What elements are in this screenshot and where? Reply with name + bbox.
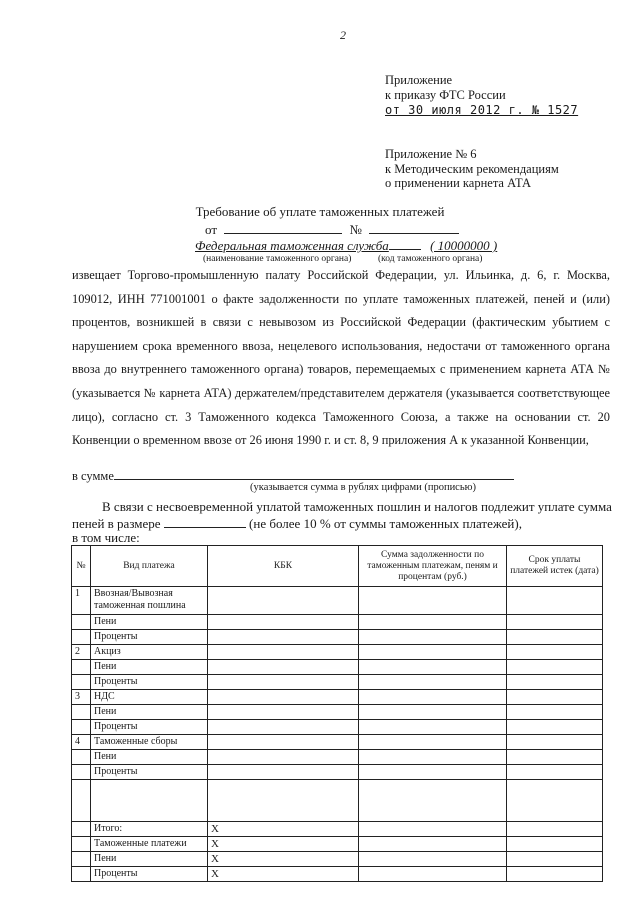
document-title: Требование об уплате таможенных платежей xyxy=(195,204,445,219)
table-cell-date xyxy=(507,822,603,837)
order-date-number: от 30 июля 2012 г. № 1527 xyxy=(385,103,579,117)
table-row xyxy=(72,587,603,615)
table-row xyxy=(72,852,603,867)
table-cell-label: Акциз xyxy=(91,645,208,660)
table-cell-num xyxy=(72,765,91,780)
table-row xyxy=(72,765,603,780)
table-cell-label: Пени xyxy=(91,705,208,720)
header-due-date: Срок уплаты платежей истек (дата) xyxy=(507,546,603,587)
table-cell-cbc xyxy=(208,660,359,675)
table-cell-date xyxy=(507,852,603,867)
table-row xyxy=(72,630,603,645)
table-cell-cbc: X xyxy=(208,837,359,852)
table-cell-date xyxy=(507,720,603,735)
header-payment-type: Вид платежа xyxy=(91,546,208,587)
table-cell-date xyxy=(507,735,603,750)
table-cell-date xyxy=(507,660,603,675)
table-cell-label: Итого: xyxy=(91,822,208,837)
table-cell-num xyxy=(72,852,91,867)
table-cell-label: Проценты xyxy=(91,630,208,645)
date-blank xyxy=(224,221,342,234)
table-cell-cbc xyxy=(208,705,359,720)
table-cell-num: 2 xyxy=(72,645,91,660)
table-cell-date xyxy=(507,837,603,852)
table-cell-num xyxy=(72,675,91,690)
table-cell-cbc xyxy=(208,675,359,690)
table-cell-num xyxy=(72,705,91,720)
table-row xyxy=(72,675,603,690)
table-cell-date xyxy=(507,615,603,630)
table-cell-date xyxy=(507,750,603,765)
table-cell-num xyxy=(72,750,91,765)
penalty-blank xyxy=(164,515,246,528)
table-cell-label: Таможенные сборы xyxy=(91,735,208,750)
header-cbc: КБК xyxy=(208,546,359,587)
table-row xyxy=(72,645,603,660)
table-cell-label: Проценты xyxy=(91,720,208,735)
customs-organ-line xyxy=(195,237,497,254)
main-paragraph: извещает Торгово-промышленную палату Российской Федерации, ул. Ильинка, д. 6, г. Москва, 109012, ИНН 771001001 о факте задолженности по уплате таможенных платежей, пеней и (или) процентов, возникшей в связи с невывозом из Российской Федерации (фактическим убытием с нарушением срока временного ввоза, нецелевого использования, недостачи от таможенного органа ввоза до внутреннего таможенного органа) товаров, перемещаемых с применением карнета АТА № (указывается № карнета АТА) держателем/представителем держателя (указывается соответствующее лицо), согласно ст. 3 Таможенного кодекса Таможенного Союза, а также на основании ст. 20 Конвенции о временном ввозе от 26 июня 1990 г. и ст. 8, 9 приложения А к указанной Конвенции, xyxy=(72,268,610,448)
appendix6-line2: к Методическим рекомендациям xyxy=(385,161,559,176)
number-label: № xyxy=(349,222,362,237)
table-cell-sum xyxy=(359,765,507,780)
table-cell-num xyxy=(72,822,91,837)
penalty-paragraph xyxy=(72,500,612,546)
table-cell-cbc xyxy=(208,735,359,750)
penalty-text-3: в том числе: xyxy=(72,530,140,545)
table-cell-label: Пени xyxy=(91,615,208,630)
appendix-line2: к приказу ФТС России xyxy=(385,88,506,102)
table-cell-label: Проценты xyxy=(91,867,208,882)
appendix6-block xyxy=(385,147,559,191)
table-row xyxy=(72,735,603,750)
table-cell-cbc: X xyxy=(208,867,359,882)
table-cell-label: Ввозная/Вывозная таможенная пошлина xyxy=(91,587,208,615)
table-cell-cbc xyxy=(208,720,359,735)
table-cell-sum xyxy=(359,822,507,837)
table-cell-label: Проценты xyxy=(91,765,208,780)
table-cell-num xyxy=(72,867,91,882)
table-cell-cbc xyxy=(208,750,359,765)
table-cell-num xyxy=(72,720,91,735)
table-cell-date xyxy=(507,867,603,882)
table-cell-cbc xyxy=(208,615,359,630)
table-cell-sum xyxy=(359,615,507,630)
table-cell-label: Пени xyxy=(91,660,208,675)
table-cell-sum xyxy=(359,690,507,705)
appendix-line1: Приложение xyxy=(385,73,453,87)
table-cell-date xyxy=(507,630,603,645)
table-cell-sum xyxy=(359,780,507,822)
table-cell-num xyxy=(72,660,91,675)
number-blank xyxy=(369,221,459,234)
table-row xyxy=(72,780,603,822)
table-cell-label: Пени xyxy=(91,750,208,765)
table-cell-sum xyxy=(359,675,507,690)
appendix6-line1: Приложение № 6 xyxy=(385,147,477,161)
table-cell-num: 1 xyxy=(72,587,91,615)
table-row xyxy=(72,720,603,735)
from-label: от xyxy=(205,222,218,237)
table-cell-sum xyxy=(359,645,507,660)
table-cell-cbc xyxy=(208,630,359,645)
table-cell-label: НДС xyxy=(91,690,208,705)
table-cell-num xyxy=(72,837,91,852)
table-row xyxy=(72,690,603,705)
table-cell-label: Таможенные платежи xyxy=(91,837,208,852)
table-cell-label: Пени xyxy=(91,852,208,867)
table-cell-date xyxy=(507,675,603,690)
table-row xyxy=(72,660,603,675)
header-debt-sum: Сумма задолженности по таможенным платежам, пеням и процентам (руб.) xyxy=(359,546,507,587)
table-cell-date xyxy=(507,705,603,720)
table-cell-cbc xyxy=(208,645,359,660)
table-cell-num xyxy=(72,780,91,822)
table-cell-sum xyxy=(359,750,507,765)
table-cell-sum xyxy=(359,852,507,867)
appendix6-line3: о применении карнета АТА xyxy=(385,176,532,190)
table-cell-sum xyxy=(359,630,507,645)
organ-name: Федеральная таможенная служба xyxy=(195,238,389,253)
table-cell-cbc xyxy=(208,690,359,705)
penalty-text-2: пеней в размере (не более 10 % от суммы таможенных платежей), xyxy=(72,515,522,531)
table-row xyxy=(72,705,603,720)
table-cell-label: Проценты xyxy=(91,675,208,690)
organ-code: ( 10000000 ) xyxy=(430,238,498,253)
table-cell-sum xyxy=(359,660,507,675)
table-row xyxy=(72,867,603,882)
table-row xyxy=(72,837,603,852)
table-header-row xyxy=(72,546,603,587)
table-row xyxy=(72,750,603,765)
page-number: 2 xyxy=(340,28,346,42)
appendix-block xyxy=(385,73,578,118)
table-cell-date xyxy=(507,690,603,705)
table-row xyxy=(72,822,603,837)
organ-code-caption: (код таможенного органа) xyxy=(378,254,483,264)
table-cell-date xyxy=(507,780,603,822)
table-cell-num: 4 xyxy=(72,735,91,750)
table-cell-label xyxy=(91,780,208,822)
table-cell-date xyxy=(507,645,603,660)
table-cell-cbc xyxy=(208,780,359,822)
table-cell-cbc xyxy=(208,765,359,780)
table-cell-cbc: X xyxy=(208,852,359,867)
header-num: № xyxy=(72,546,91,587)
penalty-text-1: В связи с несвоевременной уплатой таможенных пошлин и налогов подлежит уплате сумма xyxy=(102,499,612,514)
table-row xyxy=(72,615,603,630)
organ-name-caption: (наименование таможенного органа) xyxy=(203,254,352,264)
table-cell-cbc xyxy=(208,587,359,615)
sum-caption: (указывается сумма в рублях цифрами (прописью) xyxy=(250,482,476,493)
table-cell-num xyxy=(72,615,91,630)
sum-label: в сумме xyxy=(72,469,114,483)
sum-blank xyxy=(114,467,514,480)
date-number-line xyxy=(205,221,459,238)
table-cell-sum xyxy=(359,837,507,852)
table-cell-date xyxy=(507,587,603,615)
table-body xyxy=(72,587,603,882)
table-cell-date xyxy=(507,765,603,780)
table-cell-num: 3 xyxy=(72,690,91,705)
table-cell-sum xyxy=(359,735,507,750)
table-cell-sum xyxy=(359,720,507,735)
table-cell-sum xyxy=(359,705,507,720)
table-cell-sum xyxy=(359,867,507,882)
table-cell-sum xyxy=(359,587,507,615)
table-cell-cbc: X xyxy=(208,822,359,837)
table-cell-num xyxy=(72,630,91,645)
payments-table xyxy=(71,545,603,882)
